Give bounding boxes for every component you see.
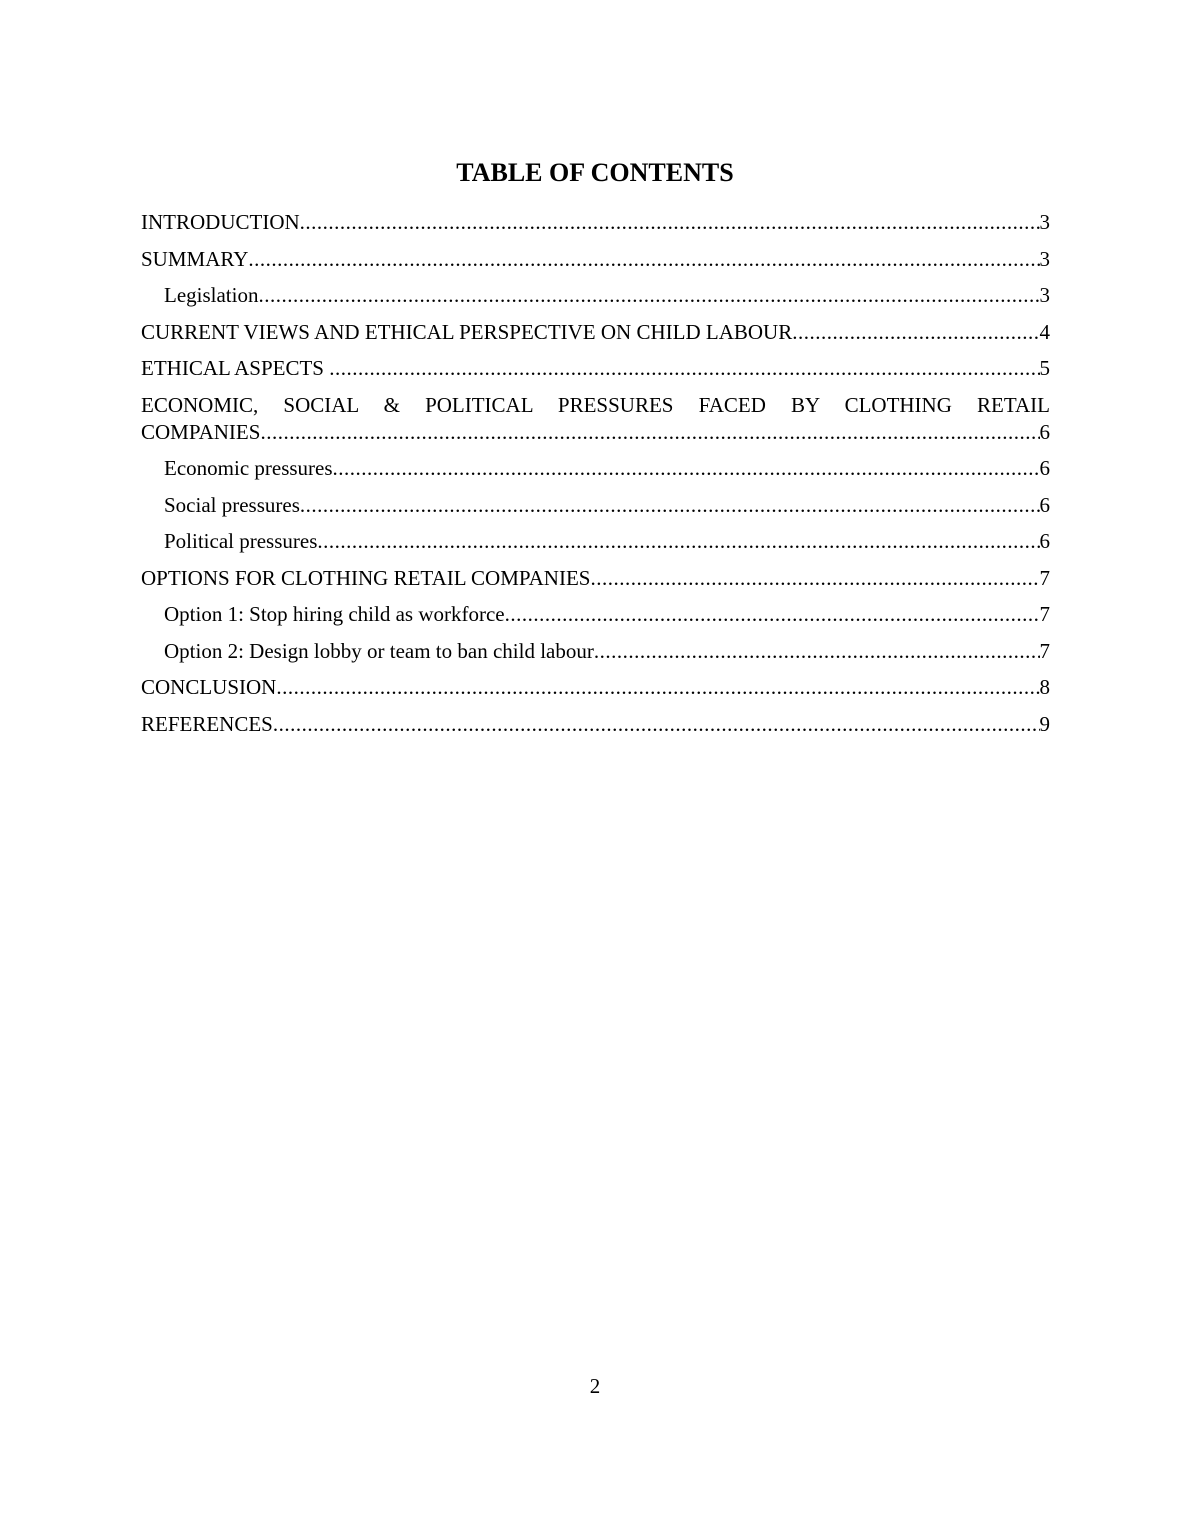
toc-entry-label: Political pressures xyxy=(164,529,318,553)
dot-leader xyxy=(300,492,1040,519)
dot-leader xyxy=(260,419,1039,446)
dot-leader xyxy=(505,601,1040,628)
dot-leader xyxy=(594,638,1040,665)
toc-entry-option-2[interactable] xyxy=(141,638,1050,665)
toc-entry-page: 3 xyxy=(1039,283,1050,307)
toc-entry-label: CONCLUSION xyxy=(141,675,277,699)
dot-leader xyxy=(329,355,1039,382)
toc-entry-label: Economic pressures xyxy=(164,456,333,480)
toc-entry-page: 5 xyxy=(1039,356,1050,380)
dot-leader xyxy=(317,528,1039,555)
toc-entry-page: 6 xyxy=(1039,492,1050,517)
toc-entry-page: 8 xyxy=(1039,675,1050,699)
toc-entry-label: OPTIONS FOR CLOTHING RETAIL COMPANIES xyxy=(141,565,591,590)
toc-entry-page: 6 xyxy=(1039,419,1050,444)
toc-entry-legislation[interactable] xyxy=(141,282,1050,309)
dot-leader xyxy=(273,711,1040,738)
toc-entry-option-1[interactable] xyxy=(141,601,1050,628)
toc-entry-label-line1: ECONOMIC, SOCIAL & POLITICAL PRESSURES FACED BY CLOTHING RETAIL xyxy=(141,392,1050,417)
dot-leader xyxy=(248,246,1039,273)
dot-leader xyxy=(300,209,1040,236)
dot-leader xyxy=(792,319,1039,346)
toc-entry-label: INTRODUCTION xyxy=(141,210,300,234)
toc-entry-references[interactable] xyxy=(141,711,1050,738)
toc-entry-pressures[interactable] xyxy=(141,392,1050,446)
toc-entry-label: Social pressures xyxy=(164,492,300,517)
toc-entry-page: 6 xyxy=(1039,456,1050,480)
toc-entry-ethical-aspects[interactable] xyxy=(141,355,1050,382)
toc-entry-label: Option 2: Design lobby or team to ban child labour xyxy=(164,638,594,663)
toc-entry-page: 4 xyxy=(1039,319,1050,344)
toc-entry-label: ETHICAL ASPECTS xyxy=(141,356,330,380)
page-number: 2 xyxy=(589,1374,601,1398)
table-of-contents xyxy=(141,209,1050,747)
dot-leader xyxy=(258,282,1039,309)
toc-entry-page: 3 xyxy=(1039,210,1050,234)
toc-entry-label: SUMMARY xyxy=(141,246,249,271)
toc-entry-label: CURRENT VIEWS AND ETHICAL PERSPECTIVE ON CHILD LABOUR xyxy=(141,319,793,344)
toc-entry-label: Option 1: Stop hiring child as workforce xyxy=(164,602,505,626)
toc-entry-introduction[interactable] xyxy=(141,209,1050,236)
dot-leader xyxy=(333,455,1040,482)
toc-entry-label-line2: COMPANIES xyxy=(141,419,261,444)
toc-entry-page: 6 xyxy=(1039,529,1050,553)
dot-leader xyxy=(276,674,1039,701)
toc-entry-page: 7 xyxy=(1039,602,1050,626)
toc-entry-label: REFERENCES xyxy=(141,711,273,736)
toc-entry-page: 3 xyxy=(1039,246,1050,271)
toc-entry-page: 9 xyxy=(1039,711,1050,736)
toc-entry-page: 7 xyxy=(1039,565,1050,590)
toc-entry-label: Legislation xyxy=(164,283,259,307)
toc-entry-political-pressures[interactable] xyxy=(141,528,1050,555)
toc-entry-social-pressures[interactable] xyxy=(141,492,1050,519)
toc-entry-economic-pressures[interactable] xyxy=(141,455,1050,482)
dot-leader xyxy=(590,565,1039,592)
toc-title: TABLE OF CONTENTS xyxy=(456,158,734,187)
toc-entry-page: 7 xyxy=(1039,638,1050,663)
toc-entry-summary[interactable] xyxy=(141,246,1050,273)
toc-entry-conclusion[interactable] xyxy=(141,674,1050,701)
toc-entry-current-views[interactable] xyxy=(141,319,1050,346)
toc-entry-options[interactable] xyxy=(141,565,1050,592)
